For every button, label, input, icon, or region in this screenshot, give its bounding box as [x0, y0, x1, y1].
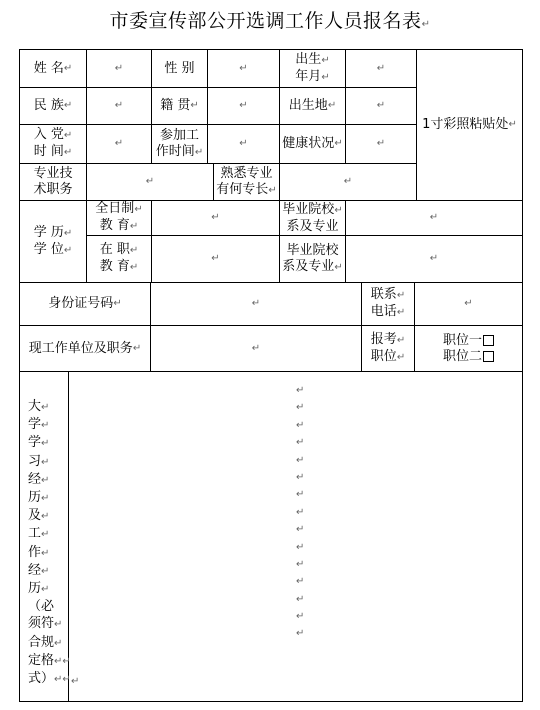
field-fulltime-education[interactable]: ↵ [211, 212, 220, 223]
label-fulltime-education: 全日制↵ 教 育↵ [95, 201, 143, 233]
label-fulltime-school: 毕业院校↵ 系及专业 [282, 201, 343, 234]
field-birthplace[interactable]: ↵ [376, 100, 386, 111]
resume-char: 历↵ [28, 490, 50, 506]
position-one-option[interactable]: 职位一 [443, 333, 494, 349]
field-native-place[interactable]: ↵ [239, 100, 248, 111]
field-gender[interactable]: ↵ [239, 62, 248, 74]
label-professional-title: 专业技 术职务 [33, 166, 73, 197]
resume-char: 经↵ [28, 562, 50, 578]
label-inservice-education: 在 职↵ 教 育↵ [99, 242, 139, 274]
resume-char: 习↵ [28, 453, 50, 469]
label-current-job: 现工作单位及职务 ↵ [28, 340, 142, 356]
resume-char: 大↵ [28, 399, 50, 414]
label-inservice-school: 毕业院校 系及专业↵ [282, 242, 343, 274]
label-expertise: 熟悉专业 有何专长↵ [216, 165, 277, 197]
label-gender: 性 别 [164, 60, 195, 76]
field-current-job[interactable]: ↵ [251, 342, 261, 354]
label-work-start: 参加工 作时间↵ [155, 127, 204, 159]
resume-char: 历↵ [28, 581, 50, 597]
label-apply-position: 报考↵ 职位↵ [370, 331, 406, 364]
resume-end-mark: ↵ [71, 676, 80, 687]
resume-char: 合规↵ [28, 634, 63, 650]
field-ethnicity[interactable]: ↵ [114, 100, 124, 111]
field-professional-title[interactable]: ↵ [145, 176, 155, 187]
field-party-date[interactable]: ↵ [114, 138, 124, 149]
label-party-date: 入 党↵ 时 间↵ [33, 127, 73, 159]
label-resume [28, 398, 71, 688]
field-phone[interactable]: ↵ [464, 298, 473, 309]
label-ethnicity: 民 族 ↵ [33, 98, 73, 113]
resume-char: 定格↵↵ [28, 652, 71, 668]
label-native-place: 籍 贯 ↵ [160, 98, 199, 113]
photo-area[interactable]: 1寸彩照粘贴处 ↵ [422, 117, 517, 132]
resume-char: 经↵ [28, 471, 50, 487]
label-birth: 出生↵ 年月↵ [295, 51, 330, 84]
form-title: 市委宣传部公开选调工作人员报名表↵ [109, 10, 431, 32]
label-birthplace: 出生地 ↵ [288, 98, 337, 113]
field-id-number[interactable]: ↵ [251, 298, 261, 309]
resume-char: 式）↵↵ [28, 671, 71, 687]
field-inservice-school[interactable]: ↵ [429, 253, 439, 264]
field-birth[interactable]: ↵ [376, 62, 386, 74]
resume-paragraph-marks: ↵ ↵ ↵ ↵ ↵ ↵ ↵ ↵ ↵ ↵ ↵ ↵ ↵ ↵ ↵ [296, 385, 305, 640]
field-name[interactable]: ↵ [114, 62, 124, 74]
resume-char: 学↵ [28, 435, 50, 451]
field-work-start[interactable]: ↵ [239, 138, 248, 149]
field-inservice-education[interactable]: ↵ [211, 253, 220, 264]
resume-char: 及↵ [28, 508, 50, 524]
label-health: 健康状况 ↵ [282, 136, 343, 151]
resume-char: 工↵ [28, 526, 50, 542]
field-fulltime-school[interactable]: ↵ [429, 212, 439, 223]
position-one-checkbox[interactable] [483, 335, 494, 346]
position-two-option[interactable]: 职位二 [443, 349, 494, 365]
field-expertise[interactable]: ↵ [343, 176, 353, 187]
label-education-degree: 学 历↵ 学 位↵ [33, 224, 73, 257]
label-id-number: 身份证号码 ↵ [48, 296, 122, 311]
resume-char: 须符↵ [28, 616, 63, 632]
position-options [415, 326, 522, 371]
resume-char: （必 [28, 599, 55, 615]
field-health[interactable]: ↵ [376, 138, 386, 149]
resume-char: 学↵ [28, 417, 50, 433]
label-phone: 联系↵ 电话↵ [370, 287, 406, 319]
resume-char: 作↵ [28, 544, 50, 560]
position-two-checkbox[interactable] [483, 351, 494, 362]
label-name: 姓 名 ↵ [33, 60, 73, 76]
